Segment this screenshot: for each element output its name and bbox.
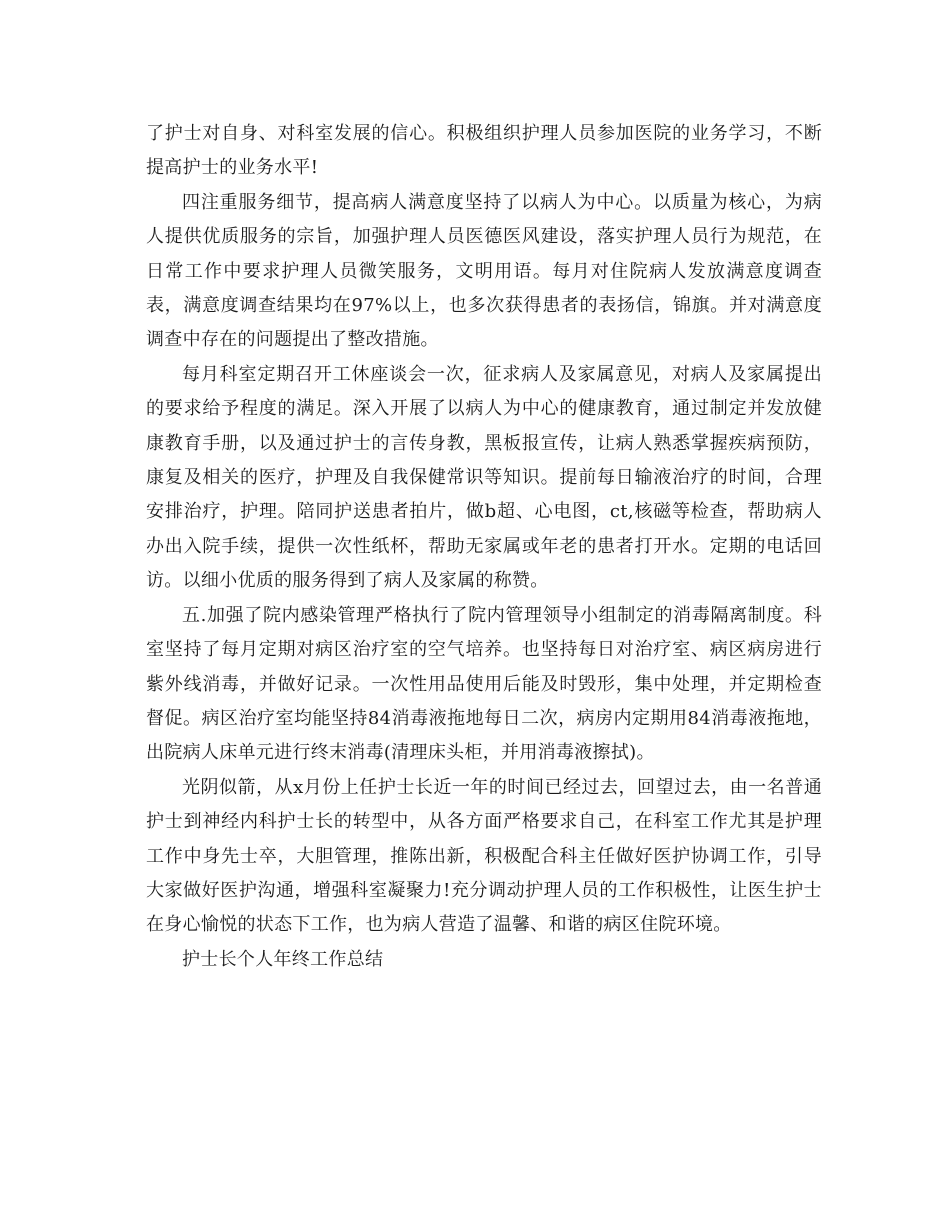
document-page	[146, 117, 822, 977]
section-title: 护士长个人年终工作总结	[182, 948, 384, 970]
paragraph-service-details: 四注重服务细节，提高病人满意度坚持了以病人为中心。以质量为核心，为病人提供优质服务的宗旨，加强护理人员医德医风建设，落实护理人员行为规范，在日常工作中要求护理人员微笑服务，文明用语。每月对住院病人发放满意度调查表，满意度调查结果均在97%以上，也多次获得患者的表扬信，锦旗。并对满意度调查中存在的问题提出了整改措施。	[146, 191, 822, 351]
paragraph-infection-control: 五.加强了院内感染管理严格执行了院内管理领导小组制定的消毒隔离制度。科室坚持了每月定期对病区治疗室的空气培养。也坚持每日对治疗室、病区病房进行紫外线消毒，并做好记录。一次性用品使用后能及时毁形，集中处理，并定期检查督促。病区治疗室均能坚持84消毒液拖地每日二次，病房内定期用84消毒液拖地，出院病人床单元进行终末消毒(清理床头柜，并用消毒液擦拭)。	[146, 604, 822, 764]
paragraph-patient-meetings: 每月科室定期召开工休座谈会一次，征求病人及家属意见，对病人及家属提出的要求给予程度的满足。深入开展了以病人为中心的健康教育，通过制定并发放健康教育手册，以及通过护士的言传身教，黑板报宣传，让病人熟悉掌握疾病预防，康复及相关的医疗，护理及自我保健常识等知识。提前每日输液治疗的时间，合理安排治疗，护理。陪同护送患者拍片，做b超、心电图，ct,核磁等检查，帮助病人办出入院手续，提供一次性纸杯，帮助无家属或年老的患者打开水。定期的电话回访。以细小优质的服务得到了病人及家属的称赞。	[146, 363, 822, 592]
paragraph-reflection: 光阴似箭，从x月份上任护士长近一年的时间已经过去，回望过去，由一名普通护士到神经内科护士长的转型中，从各方面严格要求自己，在科室工作尤其是护理工作中身先士卒，大胆管理，推陈出新，积极配合科主任做好医护协调工作，引导大家做好医护沟通，增强科室凝聚力!充分调动护理人员的工作积极性，让医生护士在身心愉悦的状态下工作，也为病人营造了温馨、和谐的病区住院环境。	[146, 776, 822, 936]
paragraph-continuation: 了护士对自身、对科室发展的信心。积极组织护理人员参加医院的业务学习，不断提高护士的业务水平!	[146, 123, 822, 179]
